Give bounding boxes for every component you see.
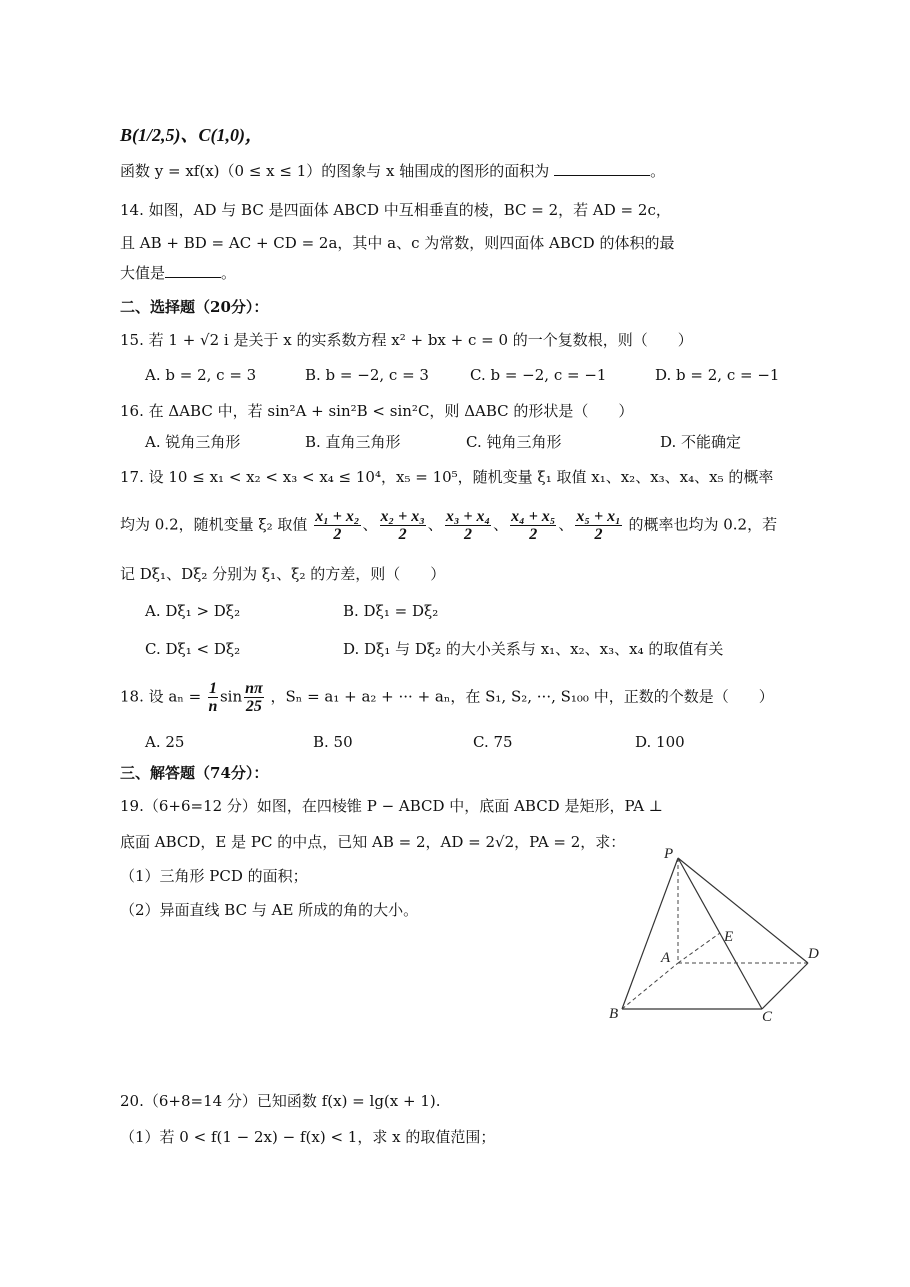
q13-answer-blank[interactable] <box>554 161 650 176</box>
q17-sep: 、 <box>362 515 378 534</box>
fig-label-p: P <box>664 846 674 862</box>
q16-stem: 16. 在 ΔABC 中，若 sin²A + sin²B < sin²C，则 ΔABC 的形状是（ ） <box>120 402 634 420</box>
q15-option-b[interactable]: B. b = −2, c = 3 <box>305 366 429 384</box>
q14-answer-blank[interactable] <box>165 263 221 278</box>
q17-line-2-post: 的概率也均为 0.2，若 <box>628 515 778 534</box>
q17-frac-2-num: x₂ + x₃ <box>380 508 425 525</box>
q13-body: 函数 y = xf(x)（0 ≤ x ≤ 1）的图象与 x 轴围成的图形的面积为 <box>120 162 550 180</box>
q18-option-a[interactable]: A. 25 <box>145 733 185 751</box>
q19-part-2: （2）异面直线 BC 与 AE 所成的角的大小。 <box>120 901 419 919</box>
q20-part-1: （1）若 0 < f(1 − 2x) − f(x) < 1，求 x 的取值范围； <box>120 1128 496 1146</box>
q17-frac-3 <box>445 508 491 543</box>
q15-stem: 15. 若 1 + √2 i 是关于 x 的实系数方程 x² + bx + c = 0 的一个复数根，则（ ） <box>120 331 693 349</box>
q17-frac-1-den: 2 <box>333 526 342 543</box>
fig-label-d: D <box>808 946 819 962</box>
q20-line-1: 20.（6+8=14 分）已知函数 f(x) = lg(x + 1). <box>120 1092 441 1110</box>
section-2-heading: 二、选择题（20分）： <box>120 298 269 316</box>
q16-option-a[interactable]: A. 锐角三角形 <box>145 433 241 451</box>
q15-option-a[interactable]: A. b = 2, c = 3 <box>145 366 257 384</box>
fig-label-b: B <box>609 1006 619 1022</box>
q17-option-c[interactable]: C. Dξ₁ < Dξ₂ <box>145 640 241 658</box>
q17-line-2-pre: 均为 0.2，随机变量 ξ₂ 取值 <box>120 515 308 534</box>
q17-line-2 <box>120 508 777 543</box>
q17-option-b[interactable]: B. Dξ₁ = Dξ₂ <box>343 602 439 620</box>
q18-frac-1-den: n <box>208 698 218 715</box>
q18-pre: 18. 设 aₙ = <box>120 687 202 706</box>
q16-option-b[interactable]: B. 直角三角形 <box>305 433 401 451</box>
q17-frac-1-num: x₁ + x₂ <box>315 508 360 525</box>
q17-frac-2 <box>380 508 426 543</box>
q17-frac-5-den: 2 <box>594 526 603 543</box>
q17-sep: 、 <box>493 515 509 534</box>
q14-line-3 <box>120 262 236 284</box>
fig-label-a: A <box>661 950 671 966</box>
q17-frac-2-den: 2 <box>398 526 407 543</box>
q18-post: ，Sₙ = a₁ + a₂ + ··· + aₙ，在 S₁, S₂, ···, S₁₀₀ 中，正数的个数是（ ） <box>270 687 774 706</box>
q18-sin: sin <box>219 687 243 706</box>
q17-line-1: 17. 设 10 ≤ x₁ < x₂ < x₃ < x₄ ≤ 10⁴，x₅ = 10⁵，随机变量 ξ₁ 取值 x₁、x₂、x₃、x₄、x₅ 的概率 <box>120 468 774 486</box>
q18-frac-2 <box>244 680 264 715</box>
section-3-heading: 三、解答题（74分）： <box>120 764 269 782</box>
q18-frac-2-den: 25 <box>245 698 262 715</box>
q14-line-2: 且 AB + BD = AC + CD = 2a，其中 a、c 为常数，则四面体 ABCD 的体积的最 <box>120 234 675 252</box>
q19-line-1: 19.（6+6=12 分）如图，在四棱锥 P − ABCD 中，底面 ABCD 是矩形，PA ⊥ <box>120 797 663 815</box>
fig-label-c: C <box>762 1009 773 1025</box>
q16-option-c[interactable]: C. 钝角三角形 <box>466 433 562 451</box>
q13-points-line: B(1/2,5)、C(1,0)， <box>120 125 263 145</box>
q17-sep: 、 <box>558 515 574 534</box>
q18-frac-2-num: nπ <box>245 680 263 697</box>
q17-option-d[interactable]: D. Dξ₁ 与 Dξ₂ 的大小关系与 x₁、x₂、x₃、x₄ 的取值有关 <box>343 640 724 658</box>
q17-sep: 、 <box>427 515 443 534</box>
q17-line-3: 记 Dξ₁、Dξ₂ 分别为 ξ₁、ξ₂ 的方差，则（ ） <box>120 565 446 583</box>
q18-option-d[interactable]: D. 100 <box>635 733 685 751</box>
q19-line-2: 底面 ABCD，E 是 PC 的中点，已知 AB = 2，AD = 2√2，PA = 2，求： <box>120 833 626 851</box>
q17-frac-4-den: 2 <box>529 526 538 543</box>
fig-label-e: E <box>724 929 734 945</box>
q17-frac-1 <box>314 508 360 543</box>
q17-frac-3-den: 2 <box>463 526 472 543</box>
q17-frac-3-num: x₃ + x₄ <box>445 508 491 525</box>
q18-option-b[interactable]: B. 50 <box>313 733 353 751</box>
q13-end: 。 <box>650 162 666 180</box>
q17-frac-5-num: x₅ + x₁ <box>576 508 621 525</box>
q15-option-d[interactable]: D. b = 2, c = −1 <box>655 366 780 384</box>
q17-frac-4 <box>510 508 556 543</box>
q18-option-c[interactable]: C. 75 <box>473 733 513 751</box>
q15-option-c[interactable]: C. b = −2, c = −1 <box>470 366 607 384</box>
q17-frac-5 <box>575 508 621 543</box>
q14-end: 。 <box>221 264 237 282</box>
q18-frac-1 <box>208 680 218 715</box>
q18-stem <box>120 680 774 715</box>
q14-body: 大值是 <box>120 264 166 282</box>
q14-line-1: 14. 如图，AD 与 BC 是四面体 ABCD 中互相垂直的棱，BC = 2，若 AD = 2c， <box>120 201 671 219</box>
pyramid-figure <box>600 845 840 1025</box>
q17-frac-4-num: x₄ + x₅ <box>511 508 556 525</box>
q13-text <box>120 160 665 182</box>
q17-option-a[interactable]: A. Dξ₁ > Dξ₂ <box>145 602 241 620</box>
q19-part-1: （1）三角形 PCD 的面积； <box>120 867 308 885</box>
q18-frac-1-num: 1 <box>208 680 217 697</box>
q16-option-d[interactable]: D. 不能确定 <box>660 433 742 451</box>
